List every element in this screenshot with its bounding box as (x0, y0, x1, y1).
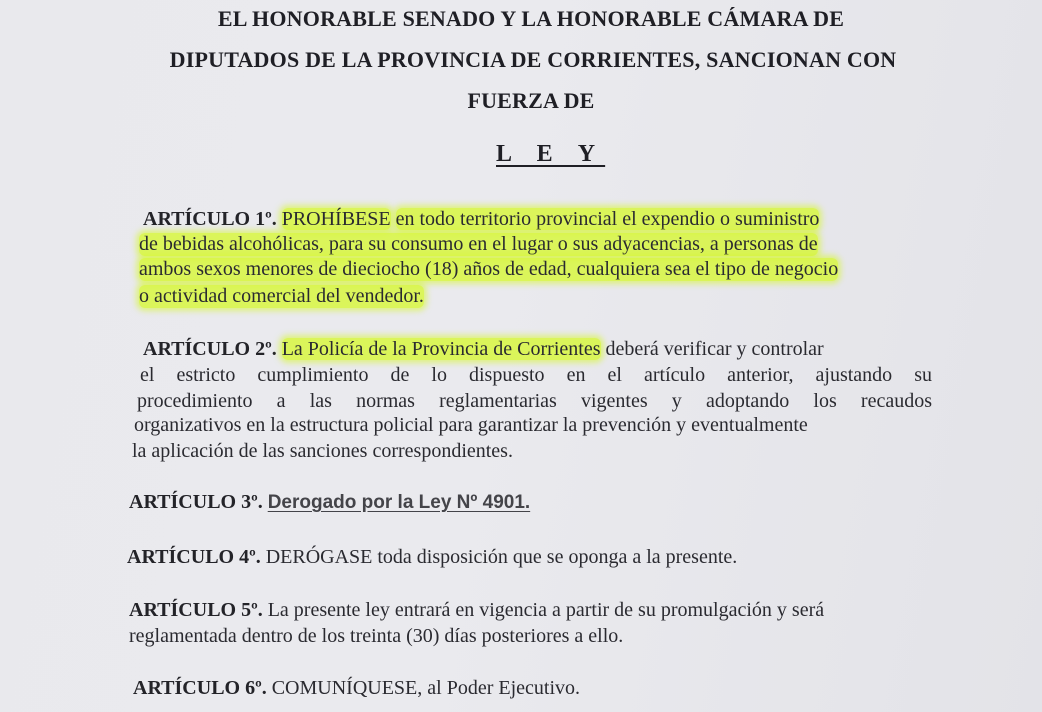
header-line-3: FUERZA DE (467, 88, 595, 113)
article-1-line-3: ambos sexos menores de dieciocho (18) años de edad, cualquiera sea el tipo de negocio (139, 258, 839, 280)
article-2-highlight: La Policía de la Provincia de Corrientes (281, 338, 601, 360)
article-2-line-3: procedimiento a las normas reglamentarias vigentes y adoptando los recaudos (137, 390, 932, 412)
article-2-line-5: la aplicación de las sanciones correspondientes. (132, 440, 513, 462)
header-line-2: DIPUTADOS DE LA PROVINCIA DE CORRIENTES, SANCIONAN CON (169, 47, 897, 72)
article-2-line-1 (143, 338, 824, 361)
article-2-line-2: el estricto cumplimiento de lo dispuesto en el artículo anterior, ajustando su (140, 364, 932, 386)
header-line-1: EL HONORABLE SENADO Y LA HONORABLE CÁMARA DE (217, 6, 845, 31)
article-1-line-1 (143, 208, 819, 231)
article-4 (127, 546, 737, 569)
article-6 (133, 677, 580, 700)
article-3-label: ARTÍCULO 3º. (129, 491, 263, 513)
article-5-label: ARTÍCULO 5º. (129, 599, 263, 621)
article-1-line-4: o actividad comercial del vendedor. (139, 285, 424, 307)
article-2-line-4: organizativos en la estructura policial para garantizar la prevención y eventualmente (134, 414, 808, 436)
article-5-line-1 (129, 599, 824, 622)
article-2-label: ARTÍCULO 2º. (143, 338, 277, 360)
article-1-label: ARTÍCULO 1º. (143, 208, 277, 230)
article-3 (129, 491, 530, 514)
article-1-keyword: PROHÍBESE (281, 208, 391, 230)
article-4-text: DERÓGASE toda disposición que se oponga a la presente. (265, 546, 738, 568)
article-3-text: Derogado por la Ley Nº 4901. (267, 492, 531, 513)
article-6-text: COMUNÍQUESE, al Poder Ejecutivo. (271, 677, 580, 699)
ley-title: L E Y (496, 141, 606, 167)
article-1-line-2: de bebidas alcohólicas, para su consumo en el lugar o sus adyacencias, a personas de (139, 233, 818, 255)
article-1-text-1: en todo territorio provincial el expendio o suministro (395, 208, 820, 230)
article-4-label: ARTÍCULO 4º. (127, 546, 261, 568)
article-5-line-2: reglamentada dentro de los treinta (30) días posteriores a ello. (129, 625, 624, 647)
article-5-text-1: La presente ley entrará en vigencia a partir de su promulgación y será (267, 599, 825, 621)
article-6-label: ARTÍCULO 6º. (133, 677, 267, 699)
article-2-text-1: deberá verificar y controlar (605, 338, 824, 360)
